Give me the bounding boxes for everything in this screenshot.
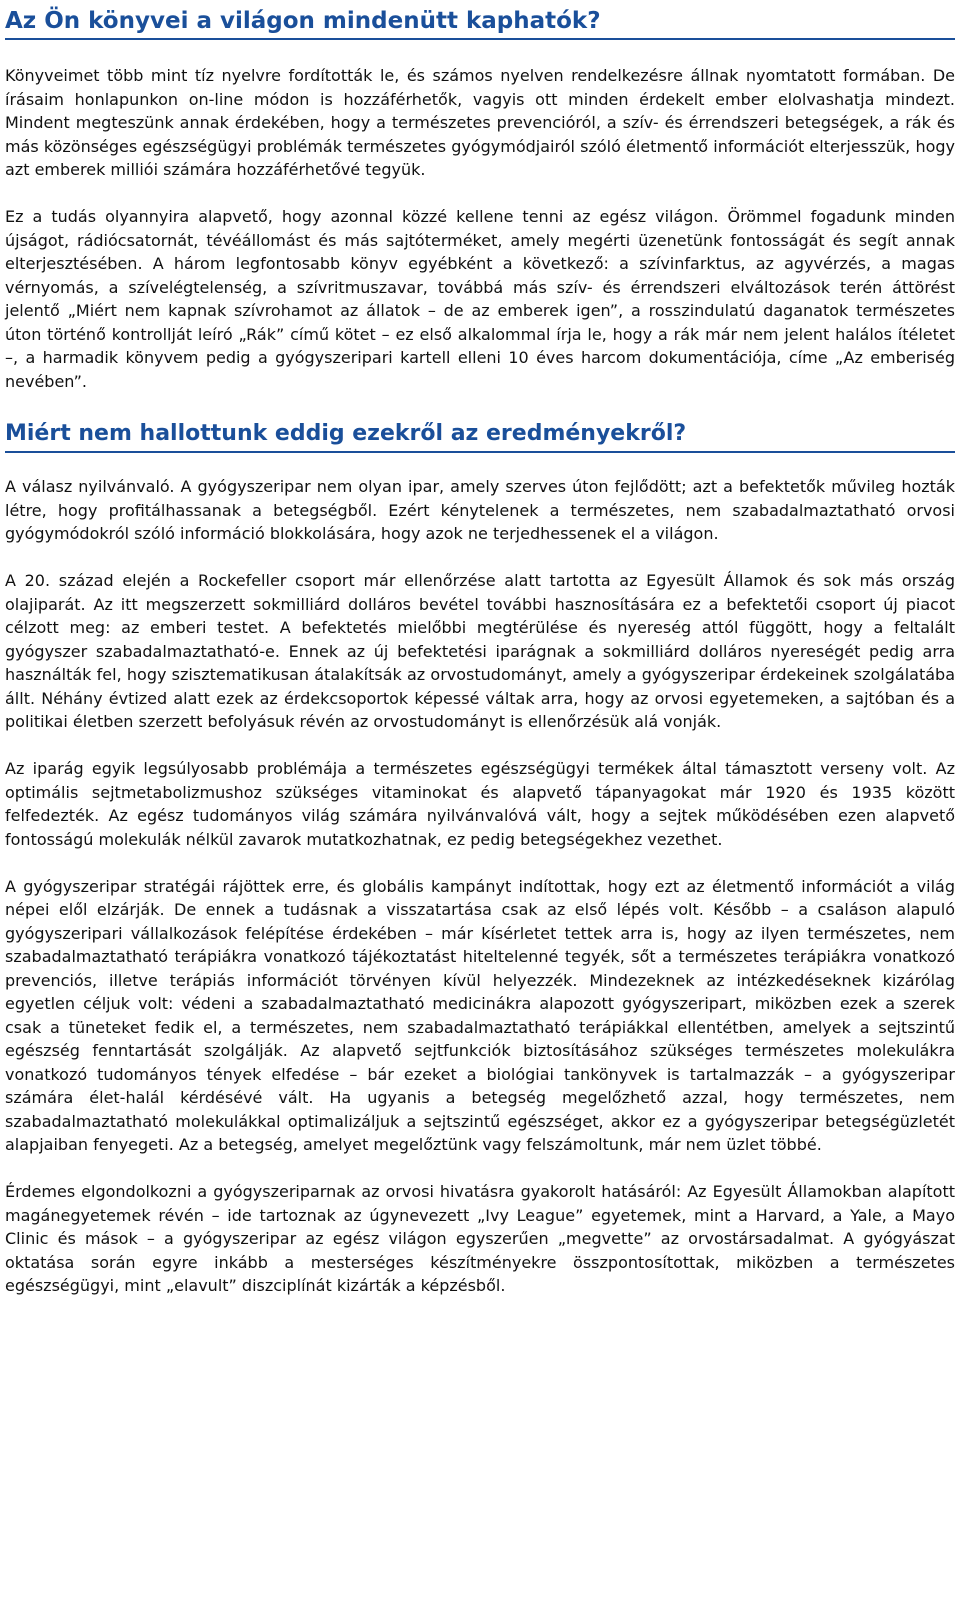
- paragraph-pharma-strategists: A gyógyszeripar stratégái rájöttek erre, és globális kampányt indítottak, hogy ezt az életmentő információt a világ népei elől elzárják. De ennek a tudásnak a visszatartása csak az első lépés volt. Később – a csaláson alapuló gyógyszeripari vállalkozások felépítése érdekében – már kísérletet tettek arra is, hogy az ilyen természetes, nem szabadalmaztatható terápiákra vonatkozó tájékoztatást hiteltelenné tegyék, sőt a természetes terápiákra vonatkozó prevenciós, illetve terápiás információt törvényen kívül helyezzék. Mindezeknek az intézkedéseknek kizárólag egyetlen céljuk volt: védeni a szabadalmaztatható medicinákra alapozott gyógyszeripart, miközben ezek a szerek csak a tüneteket fedik el, a természetes, nem szabadalmaztatható terápiákkal ellentétben, amelyek a sejtszintű egészség fenntartását szolgálják. Az alapvető sejtfunkciók biztosításához szükséges természetes molekulákra vonatkozó tudományos tények elfedése – bár ezeket a biológiai tankönyvek is tartalmazzák – a gyógyszeripar számára élet-halál kérdésévé vált. Ha ugyanis a betegség megelőzhető azzal, hogy természetes, nem szabadalmaztatható molekulákkal optimalizáljuk a sejtszintű egészséget, akkor ez a gyógyszeripar betegségüzletét alapjaiban fenyegeti. Az a betegség, amelyet megelőztünk vagy felszámoltunk, már nem üzlet többé.: [5, 876, 955, 1154]
- paragraph-translations: Könyveimet több mint tíz nyelvre fordították le, és számos nyelven rendelkezésre állnak nyomtatott formában. De írásaim honlapunkon on-line módon is hozzáférhetők, vagyis ott minden érdekelt ember elolvashatja mindezt. Mindent megteszünk annak érdekében, hogy a természetes prevencióról, a szív- és érrendszeri betegségek, a rák és más közönséges egészségügyi problémák természetes gyógymódjairól szóló életmentő információt elterjesszük, hogy azt emberek milliói számára hozzáférhetővé tegyük.: [5, 66, 955, 179]
- paragraph-medical-profession: Érdemes elgondolkozni a gyógyszeriparnak az orvosi hivatásra gyakorolt hatásáról: Az Egyesült Államokban alapított magánegyetemek révén – ide tartoznak az úgynevezett „Ivy League” egyetemek, mint a Harvard, a Yale, a Mayo Clinic és mások – a gyógyszeripar az egész világon egyszerűen „megvette” az orvostársadalmat. A gyógyászat oktatása során egyre inkább a mesterséges készítményekre összpontosítottak, miközben a természetes egészségügyi, mint „elavult” diszciplínát kizárták a képzésből.: [5, 1182, 955, 1295]
- document-page: [5, 0, 955, 1321]
- paragraph-rockefeller: A 20. század elején a Rockefeller csoport már ellenőrzése alatt tartotta az Egyesült Államok és sok más ország olajiparát. Az itt megszerzett sokmilliárd dolláros bevétel további hasznosítására ez a befektetői csoport új piacot célzott meg: az emberi testet. A befektetés mielőbbi megtérülése és nyereség attól függött, hogy a feltalált gyógyszer szabadalmaztatható-e. Ennek az új befektetési iparágnak a sokmilliárd dolláros nyereségét pedig arra használták fel, hogy szisztematikusan átalakítsák az orvostudományt, amely a gyógyszeripar érdekeinek szolgálatába állt. Néhány évtized alatt ezek az érdekcsoportok képessé váltak arra, hogy az orvosi egyetemeken, a sajtóban és a politikai életben szerzett befolyásuk révén az orvostudományt is ellenőrzésük alá vonják.: [5, 571, 955, 731]
- paragraph-answer-obvious: A válasz nyilvánvaló. A gyógyszeripar nem olyan ipar, amely szerves úton fejlődött; azt a befektetők művileg hozták létre, hogy profitálhassanak a betegségből. Ezért kénytelenek a természetes, nem szabadalmaztatható orvosi gyógymódokról szóló információ blokkolására, hogy azok ne terjedhessenek el a világon.: [5, 477, 955, 543]
- paragraph-three-books: Ez a tudás olyannyira alapvető, hogy azonnal közzé kellene tenni az egész világon. Örömmel fogadunk minden újságot, rádiócsatornát, tévéállomást és más sajtóterméket, amely megérti üzenetünk fontosságát és segít annak elterjesztésében. A három legfontosabb könyv egyébként a következő: a szívinfarktus, az agyvérzés, a magas vérnyomás, a szívelégtelenség, a szívritmuszavar, továbbá más szív- és érrendszeri elváltozások terén áttörést jelentő „Miért nem kapnak szívrohamot az állatok – de az emberek igen”, a rosszindulatú daganatok természetes úton történő kontrollját leíró „Rák” című kötet – ez első alkalommal írja le, hogy a rák már nem jelent halálos ítéletet –, a harmadik könyvem pedig a gyógyszeripari kartell elleni 10 éves harcom dokumentációja, címe „Az emberiség nevében”.: [5, 207, 955, 391]
- heading-why-not-heard: Miért nem hallottunk eddig ezekről az eredményekről?: [5, 419, 955, 453]
- paragraph-natural-competition: Az iparág egyik legsúlyosabb problémája a természetes egészségügyi termékek által támasztott verseny volt. Az optimális sejtmetabolizmushoz szükséges vitaminokat és alapvető tápanyagokat már 1920 és 1935 között felfedezték. Az egész tudományos világ számára nyilvánvalóvá vált, hogy a sejtek működésében ezen alapvető fontosságú molekulák nélkül zavarok mutatkozhatnak, ez pedig betegségekhez vezethet.: [5, 759, 955, 849]
- heading-books-available: Az Ön könyvei a világon mindenütt kaphatók?: [5, 0, 955, 40]
